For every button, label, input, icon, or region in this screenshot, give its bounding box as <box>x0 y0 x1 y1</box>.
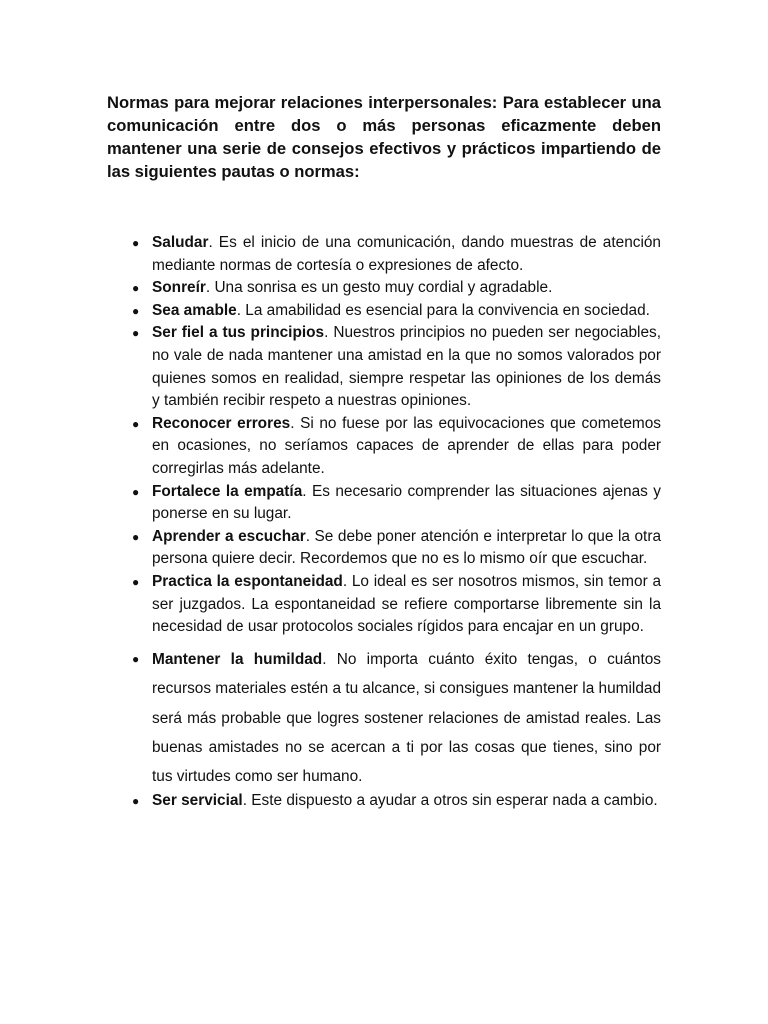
item-text: . Una sonrisa es un gesto muy cordial y agradable. <box>205 279 553 297</box>
item-term: Sonreír <box>152 279 206 297</box>
intro-paragraph: Normas para mejorar relaciones interpersonales: Para establecer una comunicación entre dos o más personas eficazmente deben mantener una serie de consejos efectivos y prácticos impartiendo de las siguientes pautas o normas: <box>107 93 661 181</box>
bullet-icon: ● <box>132 529 140 544</box>
item-term: Saludar <box>152 234 209 251</box>
bullet-icon: ● <box>132 281 140 296</box>
bullet-icon: ● <box>132 574 140 589</box>
list-item <box>132 481 661 526</box>
item-text: . Nuestros principios no pueden ser negociables, no vale de nada mantener una amistad en la que no somos valorados por quienes somos en realidad, siempre respetar las opiniones de los demás y también recibir respeto a nuestras opiniones. <box>152 324 662 410</box>
item-text: . La amabilidad es esencial para la convivencia en sociedad. <box>236 301 650 319</box>
item-term: Ser servicial <box>152 791 243 809</box>
item-text: . No importa cuánto éxito tengas, o cuántos recursos materiales estén a tu alcance, si consigues mantener la humildad será más probable que logres sostener relaciones de amistad reales. Las buenas amistades no se acercan a ti por las cosas que tienes, sino por tus virtudes como ser humano. <box>152 650 662 786</box>
list-item <box>132 571 661 639</box>
bullet-icon: ● <box>132 416 140 431</box>
bullet-icon: ● <box>132 793 140 808</box>
item-term: Mantener la humildad <box>152 650 323 668</box>
bullet-icon: ● <box>132 326 140 341</box>
bullet-icon: ● <box>132 484 140 499</box>
item-text: . Se debe poner atención e interpretar lo que la otra persona quiere decir. Recordemos que no es lo mismo oír que escuchar. <box>152 527 661 568</box>
item-term: Aprender a escuchar <box>152 527 306 545</box>
item-text: . Es necesario comprender las situaciones ajenas y ponerse en su lugar. <box>152 482 661 523</box>
item-term: Practica la espontaneidad <box>152 572 343 590</box>
list-item <box>132 277 661 300</box>
item-text: . Lo ideal es ser nosotros mismos, sin temor a ser juzgados. La espontaneidad se refiere comportarse libremente sin la necesidad de usar protocolos sociales rígidos para encajar en un grupo. <box>152 572 661 636</box>
item-term: Ser fiel a tus principios <box>152 324 325 342</box>
item-term: Sea amable <box>152 301 237 319</box>
list-item <box>132 322 662 412</box>
bullet-icon: ● <box>132 303 140 318</box>
item-term: Fortalece la empatía <box>152 482 303 500</box>
norms-list <box>132 232 662 812</box>
list-item <box>132 790 661 813</box>
bullet-icon: ● <box>132 236 140 250</box>
item-text: . Si no fuese por las equivocaciones que cometemos en ocasiones, no seríamos capaces de aprender de ellas para poder corregirlas más adelante. <box>152 414 661 477</box>
list-item <box>132 645 662 792</box>
item-term: Reconocer errores <box>152 414 291 432</box>
item-text: . Es el inicio de una comunicación, dando muestras de atención mediante normas de cortesía o expresiones de afecto. <box>152 234 661 274</box>
bullet-icon: ● <box>132 651 140 666</box>
list-item <box>132 232 661 277</box>
list-item <box>132 300 661 323</box>
list-item <box>132 526 661 571</box>
list-item <box>132 413 661 481</box>
item-text: . Este dispuesto a ayudar a otros sin esperar nada a cambio. <box>242 791 658 809</box>
